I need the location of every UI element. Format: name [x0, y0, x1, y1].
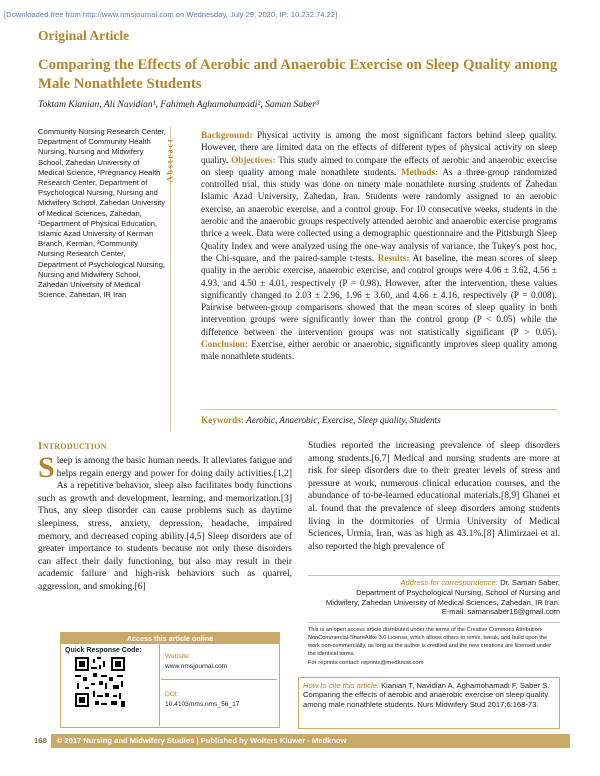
- abstract-text: [201, 129, 557, 363]
- doi-label: DOI:: [165, 691, 179, 698]
- citation-box: [298, 677, 560, 729]
- methods-label: Methods:: [400, 166, 439, 177]
- objectives-label: Objectives:: [231, 154, 276, 165]
- doi-value[interactable]: 10.4103/nms.nms_56_17: [165, 701, 240, 708]
- footer-text: © 2017 Nursing and Midwifery Studies | Published by Wolters Kluwer - Medknow: [56, 736, 347, 745]
- qr-code-icon[interactable]: [75, 657, 125, 707]
- citation-label: How to cite this article:: [303, 681, 379, 690]
- page-footer: [30, 734, 570, 748]
- abstract-box: [164, 127, 563, 431]
- introduction-heading: Introduction: [38, 440, 107, 452]
- keywords-line: [201, 409, 557, 425]
- correspondence-line-2: Midwifery, Zahedan University of Medical Sciences, Zahedan, IR Iran.: [325, 597, 560, 607]
- article-title: Comparing the Effects of Aerobic and Anaerobic Exercise on Sleep Quality among Male Nonathlete Students: [38, 57, 558, 92]
- background-label: Background:: [201, 130, 253, 140]
- correspondence-label: Address for correspondence:: [400, 578, 498, 587]
- qr-label: Quick Response Code:: [65, 647, 142, 654]
- correspondence-line-1: Department of Psychological Nursing, School of Nursing and: [356, 587, 560, 597]
- intro-column-2: Studies reported the increasing prevalence of sleep disorders among students.[6,7] Medical and nursing students are more at risk for sleep disorders due to their greater levels of stress and pressure at work, numerous clinical education courses, and the abundance of to-be-learned educational materials.[8,9] Ghanei et al. found that the prevalence of sleep disorders among students living in the dormitories of Urmia University of Medical Sciences, Urmia, Iran, was as high as 43.1%.[8] Alimirzaei et al. also reported the high prevalence of: [308, 441, 560, 552]
- open-access-note: This is an open access article distributed under the terms of the Creative Commons Attribution-NonCommercial-ShareAlike 3.0 License, which allows others to remix, tweak, and build upon the work non-commercially, as long as the author is credited and the new creations are licensed under the identical terms.: [308, 622, 560, 658]
- reprints-note: For reprints contact: reprints@medknow.com: [308, 660, 424, 666]
- article-type: Original Article: [38, 28, 130, 43]
- abstract-side-label: Abstract: [164, 137, 175, 183]
- intro-column-1: [38, 451, 292, 594]
- keywords: Aerobic, Anaerobic, Exercise, Sleep quality, Students: [246, 415, 441, 425]
- correspondence-name: Dr. Saman Saber,: [500, 578, 560, 587]
- access-box: [60, 632, 280, 728]
- results-text: At baseline, the mean scores of sleep quality in the aerobic exercise, anaerobic exercise, and control groups were 4.06 ± 3.62, 4.56 ± 4.93, and 4.50 ± 4.01, respectively (P = 0.98). However, after the intervention, these values significantly changed to 2.03 ± 2.96, 1.96 ± 3.60, and 4.66 ± 4.16, respectively (P = 0.008). Pairwise between-group comparisons showed that the mean scores of sleep quality in both intervention groups were significantly lower than the control group (P < 0.05) while the difference between the intervention groups was not statistically significant (P > 0.05).: [201, 252, 557, 337]
- access-box-header: Access this article online: [61, 633, 279, 644]
- affiliations: Community Nursing Research Center, Department of Community Health Nursing, Nursing and Midwifery School, Zahedan University of Medical Science, ¹Pregnancy Health Research Center, Department of Psychological Nursing, Nursing and Midwifery School, Zahedan University of Medical Sciences, Zahedan, ²Department of Physical Education, Islamic Azad University of Kerman Branch, Kerman, ³Community Nursing Research Center, Department of Psychological Nursing, Nursing and Midwifery School, Zahedan University of Medical Science, Zahedan, IR Iran: [38, 127, 166, 300]
- results-label: Results:: [377, 252, 410, 263]
- intro-text-1: leep is among the basic human needs. It alleviates fatigue and helps regain energy and power for doing daily activities.[1,2] As a repetitive behavior, sleep also facilitates body functions such as growth and development, learning, and memorization.[3] Thus, any sleep disorder can cause problems such as daytime sleepiness, stress, anxiety, depression, headache, impaired memory, and decreased coping ability.[4,5] Sleep disorders are of greater importance to students because not only these disorders can affect their daily functioning, but also may result in their academic failure and high-risk behaviors such as quarrel, aggression, and smoking.[6]: [38, 456, 292, 592]
- download-note: [Downloaded free from http://www.nmsjournal.com on Wednesday, July 29, 2020, IP: 10.232.74.22]: [4, 10, 338, 19]
- correspondence-email[interactable]: E-mail: samansaber16@gmail.com: [441, 607, 560, 617]
- background-text: Physical activity is among the most significant factors behind sleep quality. However, there are limited data on the effects of different types of physical activity on sleep quality.: [201, 130, 558, 165]
- page-number: 168: [30, 734, 51, 748]
- citation-text: Kianian T, Navidian A, Aghamohamadi F, Saber S. Comparing the effects of aerobic and anaerobic exercise on sleep quality among male nonathlete students. Nurs Midwifery Stud 2017;6:168-73.: [303, 681, 550, 709]
- keywords-label: Keywords:: [201, 415, 244, 425]
- drop-cap: S: [38, 451, 55, 484]
- conclusion-label: Conclusion:: [201, 339, 248, 350]
- website-link[interactable]: www.nmsjournal.com: [165, 663, 228, 670]
- correspondence-block: [308, 575, 560, 617]
- author-list: Toktam Kianian, Ali Navidian¹, Fahimeh Aghamohamadi², Saman Saber³: [38, 99, 319, 110]
- website-label: Website:: [165, 653, 191, 660]
- access-box-rule: [161, 679, 277, 680]
- methods-text: As a three-group randomized controlled trial, this study was done on ninety male nonathlete nursing students of Zahedan Islamic Azad University, Zahedan, Iran. Students were randomly assigned to an aerobic exercise, an anaerobic exercise, and a control group. For 10 consecutive weeks, students in the aerobic and the anaerobic groups respectively attended aerobic and anaerobic exercise programs thrice a week. Data were collected using a demographic questionnaire and the Pittsburgh Sleep Quality Index and were analyzed using the one-way analysis of variance, the Tukey's post hoc, the Chi-square, and the paired-sample t-tests.: [201, 166, 558, 263]
- access-box-divider: [159, 644, 160, 726]
- objectives-text: This study aimed to compare the effects of aerobic and anaerobic exercise on sleep quality among male nonathlete students.: [201, 154, 557, 177]
- conclusion-text: Exercise, either aerobic or anaerobic, significantly improves sleep quality among male nonathlete students.: [201, 339, 557, 362]
